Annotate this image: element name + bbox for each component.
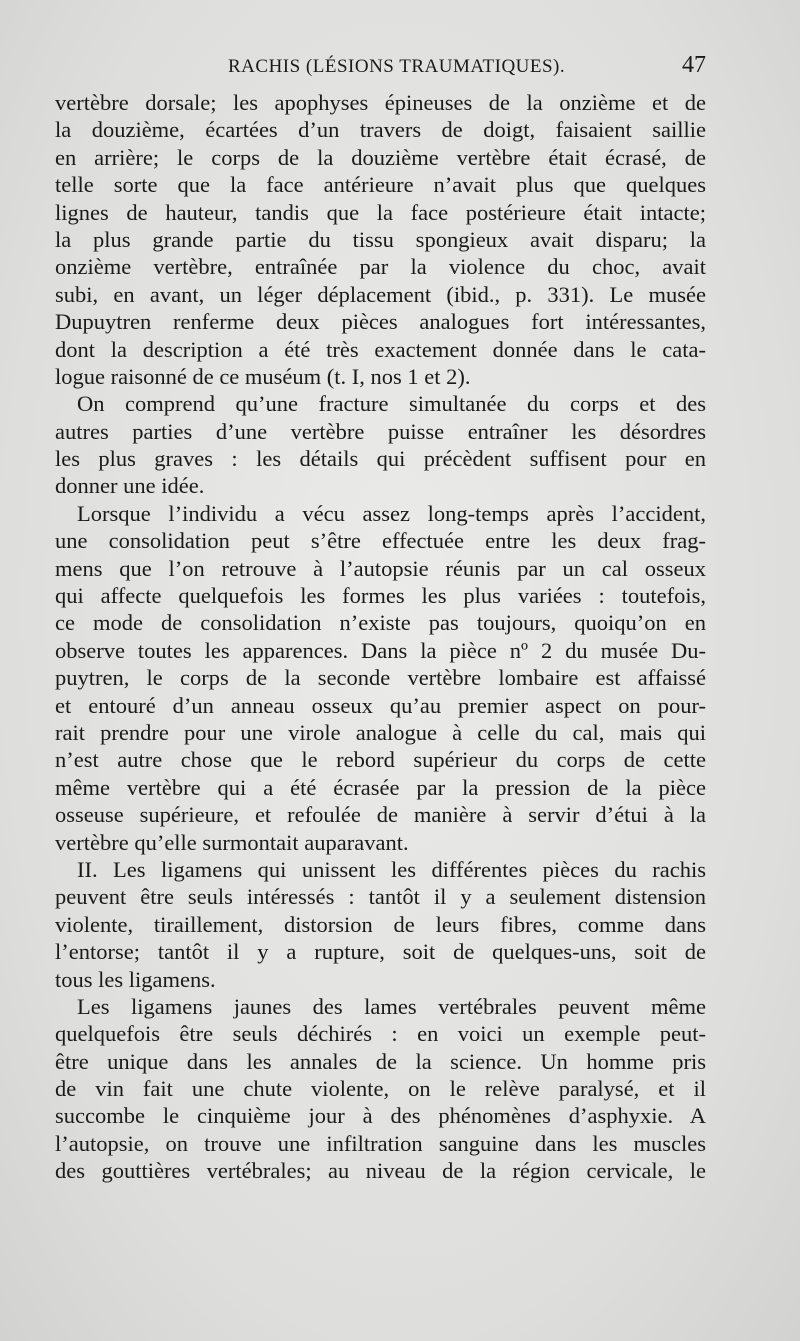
text-line: On comprend qu’une fracture simultanée du corps et des [77,391,706,417]
running-title: RACHIS (LÉSIONS TRAUMATIQUES). [228,56,566,77]
text-line: osseuse supérieure, et refoulée de manière à servir d’étui à la [55,802,706,828]
text-line: et entouré d’un anneau osseux qu’au premier aspect on pour- [55,692,706,718]
text-line: autres parties d’une vertèbre puisse entraîner les désordres [55,418,706,444]
text-line: observe toutes les apparences. Dans la pièce nº 2 du musée Du- [55,637,706,663]
text-line: peuvent être seuls intéressés : tantôt il y a seulement distension [55,884,706,910]
text-line: être unique dans les annales de la science. Un homme pris [55,1048,706,1074]
text-line: logue raisonné de ce muséum (t. I, nos 1 et 2). [55,363,471,389]
text-line: onzième vertèbre, entraînée par la violence du choc, avait [55,254,706,280]
text-line: mens que l’on retrouve à l’autopsie réunis par un cal osseux [55,555,706,581]
text-line: vertèbre dorsale; les apophyses épineuses de la onzième et de [55,90,706,115]
text-line: en arrière; le corps de la douzième vertèbre était écrasé, de [55,144,706,170]
text-line: rait prendre pour une virole analogue à celle du cal, mais qui [55,719,706,745]
text-line: une consolidation peut s’être effectuée entre les deux frag- [55,528,706,554]
text-line: la plus grande partie du tissu spongieux avait disparu; la [55,226,706,252]
text-line: l’autopsie, on trouve une infiltration sanguine dans les muscles [55,1130,706,1156]
text-line: dont la description a été très exactement donnée dans le cata- [55,336,706,362]
text-line: lignes de hauteur, tandis que la face postérieure était intacte; [55,199,706,225]
text-line: qui affecte quelquefois les formes les plus variées : toutefois, [55,583,706,609]
text-line: même vertèbre qui a été écrasée par la pression de la pièce [55,774,706,800]
text-line: telle sorte que la face antérieure n’avait plus que quelques [55,172,706,198]
text-line: ce mode de consolidation n’existe pas toujours, quoiqu’on en [55,610,706,636]
body-text [55,89,706,1185]
text-line: des gouttières vertébrales; au niveau de la région cervicale, le [55,1158,706,1184]
page-number: 47 [682,52,706,78]
text-line: tous les ligamens. [55,966,216,992]
page-header [56,52,706,86]
text-line: quelquefois être seuls déchirés : en voici un exemple peut- [55,1021,706,1047]
text-line: vertèbre qu’elle surmontait auparavant. [55,829,409,855]
text-line: subi, en avant, un léger déplacement (ibid., p. 331). Le musée [55,281,706,307]
text-line: Dupuytren renferme deux pièces analogues fort intéressantes, [55,309,706,335]
text-line: l’entorse; tantôt il y a rupture, soit de quelques-uns, soit de [55,939,706,965]
text-line: donner une idée. [55,473,205,499]
text-line: succombe le cinquième jour à des phénomènes d’asphyxie. A [55,1103,706,1129]
text-line: la douzième, écartées d’un travers de doigt, faisaient saillie [55,117,706,143]
text-line: violente, tiraillement, distorsion de leurs fibres, comme dans [55,911,706,937]
text-line: Les ligamens jaunes des lames vertébrales peuvent même [77,993,706,1019]
text-line: les plus graves : les détails qui précèdent suffisent pour en [55,446,706,472]
text-line: de vin fait une chute violente, on le relève paralysé, et il [55,1076,706,1102]
text-line: II. Les ligamens qui unissent les différentes pièces du rachis [77,856,706,882]
text-line: puytren, le corps de la seconde vertèbre lombaire est affaissé [55,665,706,691]
text-line: Lorsque l’individu a vécu assez long-temps après l’accident, [77,500,706,526]
text-line: n’est autre chose que le rebord supérieur du corps de cette [55,747,706,773]
